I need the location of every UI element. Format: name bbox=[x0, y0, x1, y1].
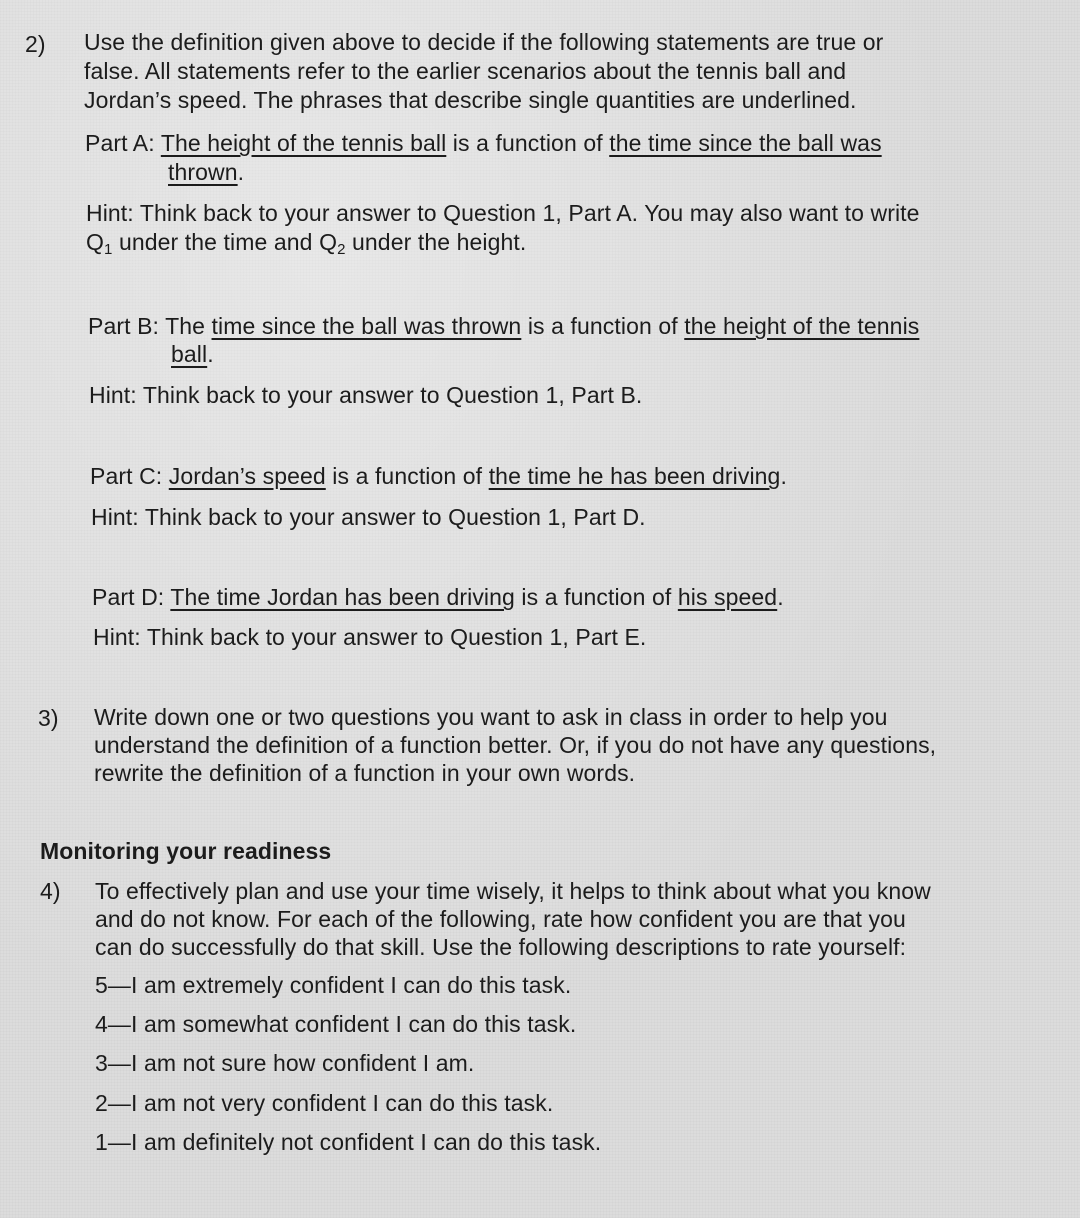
part-d-quantity-1: The time Jordan has been driving bbox=[170, 584, 515, 610]
part-a-hint-line-2 bbox=[86, 228, 526, 264]
q2-symbol: Q bbox=[319, 229, 338, 255]
part-a-hint-end: under the height. bbox=[352, 229, 527, 255]
part-d-hint: Hint: Think back to your answer to Question 1, Part E. bbox=[93, 624, 647, 650]
part-a-hint-line-1: Hint: Think back to your answer to Question 1, Part A. You may also want to write bbox=[86, 200, 920, 226]
part-d-label: Part D: bbox=[92, 584, 165, 610]
part-b-quantity-1: time since the ball was thrown bbox=[211, 313, 522, 339]
part-a-relation: is a function of bbox=[452, 130, 603, 156]
part-a-statement-line-1 bbox=[85, 129, 882, 158]
question-3-line-1: Write down one or two questions you want to ask in class in order to help you bbox=[94, 704, 888, 730]
part-c-hint: Hint: Think back to your answer to Question 1, Part D. bbox=[91, 504, 646, 530]
part-c-relation: is a function of bbox=[332, 463, 483, 489]
part-b-statement-line-2 bbox=[171, 340, 214, 369]
part-c-quantity-1: Jordan’s speed bbox=[168, 463, 326, 489]
rating-3: 3—I am not sure how confident I am. bbox=[95, 1050, 475, 1076]
part-a-quantity-2-line-1: the time since the ball was bbox=[609, 130, 882, 156]
rating-2: 2—I am not very confident I can do this task. bbox=[95, 1090, 554, 1116]
part-b-quantity-2-line-1: the height of the tennis bbox=[684, 313, 920, 339]
rating-4: 4—I am somewhat confident I can do this task. bbox=[95, 1011, 577, 1037]
question-2-intro-line-1: Use the definition given above to decide if the following statements are true or bbox=[84, 29, 884, 55]
question-3-line-3: rewrite the definition of a function in your own words. bbox=[94, 760, 636, 786]
part-b-hint: Hint: Think back to your answer to Question 1, Part B. bbox=[89, 382, 643, 408]
question-3-line-2: understand the definition of a function better. Or, if you do not have any questions, bbox=[94, 732, 937, 758]
rating-1: 1—I am definitely not confident I can do this task. bbox=[95, 1129, 602, 1155]
part-a-statement-line-2 bbox=[168, 158, 244, 187]
question-2-intro-line-3: Jordan’s speed. The phrases that describe single quantities are underlined. bbox=[84, 87, 857, 113]
part-a-quantity-2-line-2: thrown bbox=[168, 159, 238, 185]
part-c-statement bbox=[90, 462, 787, 491]
part-d-statement bbox=[92, 583, 784, 612]
part-c-period: . bbox=[780, 463, 787, 489]
part-a-quantity-1: The height of the tennis ball bbox=[160, 130, 447, 156]
question-2-intro-line-2: false. All statements refer to the earlier scenarios about the tennis ball and bbox=[84, 58, 847, 84]
q1-symbol: Q bbox=[86, 229, 104, 255]
section-heading: Monitoring your readiness bbox=[40, 838, 332, 864]
part-d-quantity-2: his speed bbox=[677, 584, 778, 610]
part-b-quantity-2-line-2: ball bbox=[171, 341, 208, 367]
part-c-label: Part C: bbox=[90, 463, 163, 489]
part-b-period: . bbox=[207, 341, 214, 367]
question-4-line-3: can do successfully do that skill. Use the following descriptions to rate yourself: bbox=[95, 934, 907, 960]
part-d-period: . bbox=[777, 584, 784, 610]
part-d-relation: is a function of bbox=[521, 584, 672, 610]
question-4-line-2: and do not know. For each of the following, rate how confident you are that you bbox=[95, 906, 906, 932]
q1-subscript: 1 bbox=[104, 241, 113, 258]
part-a-period: . bbox=[237, 159, 245, 185]
q2-subscript: 2 bbox=[337, 241, 346, 258]
part-b-statement-line-1 bbox=[88, 312, 919, 341]
question-3-number: 3) bbox=[38, 705, 59, 731]
question-4-number: 4) bbox=[40, 878, 61, 904]
rating-5: 5—I am extremely confident I can do this task. bbox=[95, 972, 572, 998]
part-c-quantity-2: the time he has been driving bbox=[488, 463, 781, 489]
question-4-line-1: To effectively plan and use your time wisely, it helps to think about what you know bbox=[95, 878, 931, 904]
part-b-label: Part B: The bbox=[88, 313, 206, 339]
part-b-relation: is a function of bbox=[527, 313, 678, 339]
question-2-number: 2) bbox=[25, 31, 46, 57]
part-a-label: Part A: bbox=[85, 130, 155, 156]
part-a-hint-middle: under the time and bbox=[118, 229, 313, 255]
